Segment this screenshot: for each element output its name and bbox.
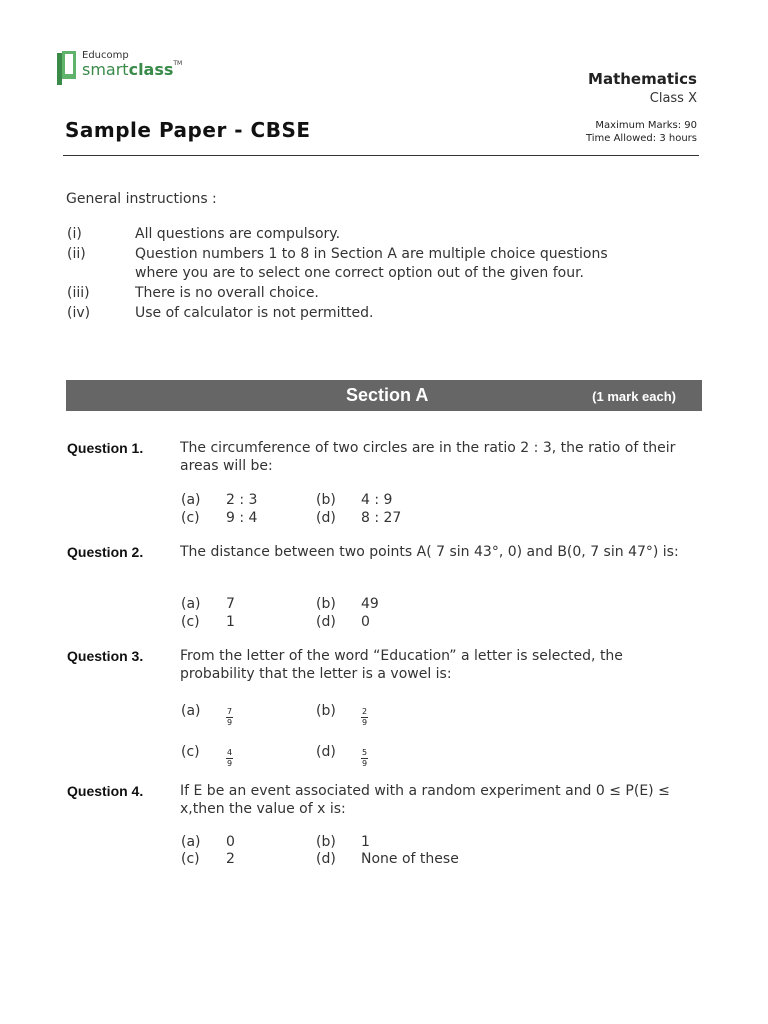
class-name: Class X: [649, 91, 697, 106]
instruction-number: (iv): [67, 305, 91, 321]
option-value: 4 : 9: [361, 492, 393, 508]
logo-brand-name: smartclass™: [82, 60, 183, 79]
option-value: 7: [226, 596, 235, 612]
section-a-header: [66, 380, 702, 411]
instruction-text: There is no overall choice.: [135, 285, 319, 301]
option-label: (a): [181, 596, 201, 612]
time-allowed: Time Allowed: 3 hours: [585, 133, 697, 144]
option-label: (b): [316, 834, 336, 850]
instruction-text: Question numbers 1 to 8 in Section A are multiple choice questions: [135, 246, 608, 262]
option-label: (b): [316, 596, 336, 612]
instruction-text: All questions are compulsory.: [135, 226, 341, 242]
option-value: 1: [226, 614, 235, 630]
option-label: (d): [316, 851, 336, 867]
question-label: Question 3.: [67, 648, 144, 664]
option-label: (c): [181, 614, 200, 630]
logo-brand-small: Educomp: [82, 50, 129, 61]
question-text: If E be an event associated with a random experiment and 0 ≤ P(E) ≤ x,then the value of x is:: [180, 783, 670, 817]
instructions-heading: General instructions :: [66, 191, 217, 207]
option-label: (d): [316, 510, 336, 526]
option-value: 9 : 4: [226, 510, 258, 526]
option-label: (c): [181, 510, 200, 526]
section-marks-note: (1 mark each): [592, 389, 676, 404]
option-value: 0: [361, 614, 370, 630]
option-label: (d): [316, 744, 336, 760]
option-label: (c): [181, 851, 200, 867]
page-title: Sample Paper - CBSE: [65, 118, 311, 142]
instruction-text: where you are to select one correct option out of the given four.: [135, 265, 584, 281]
question-text: The circumference of two circles are in the ratio 2 : 3, the ratio of their areas will be:: [180, 440, 676, 474]
section-title: Section A: [346, 385, 429, 405]
option-value: 8 : 27: [361, 510, 402, 526]
option-label: (b): [316, 492, 336, 508]
question-label: Question 2.: [67, 544, 144, 560]
option-value: 49: [361, 596, 379, 612]
fraction-option-value: $\frac{5}{9}$: [362, 748, 368, 768]
option-value: None of these: [361, 851, 459, 867]
question-text: From the letter of the word “Education” a letter is selected, the probability that the letter is a vowel is:: [180, 648, 623, 682]
fraction-option-value: $\frac{4}{9}$: [227, 748, 233, 768]
subject-name: Mathematics: [588, 70, 697, 88]
fraction-option-value: $\frac{2}{9}$: [362, 707, 368, 727]
question-label: Question 4.: [67, 783, 144, 799]
header-divider: [63, 155, 699, 156]
option-label: (c): [181, 744, 200, 760]
option-label: (a): [181, 492, 201, 508]
instruction-text: Use of calculator is not permitted.: [135, 305, 374, 321]
option-label: (a): [181, 703, 201, 719]
instruction-number: (iii): [67, 285, 90, 301]
option-value: 2 : 3: [226, 492, 258, 508]
instruction-number: (ii): [67, 246, 86, 262]
book-logo-icon: [56, 50, 78, 86]
option-value: 2: [226, 851, 235, 867]
option-label: (a): [181, 834, 201, 850]
instruction-number: (i): [67, 226, 82, 242]
question-text: The distance between two points A( 7 sin 43°, 0) and B(0, 7 sin 47°) is:: [180, 544, 679, 560]
option-label: (b): [316, 703, 336, 719]
educomp-smartclass-logo: [56, 50, 183, 90]
option-value: 1: [361, 834, 370, 850]
option-value: 0: [226, 834, 235, 850]
maximum-marks: Maximum Marks: 90: [595, 120, 697, 131]
fraction-option-value: $\frac{7}{9}$: [227, 707, 233, 727]
question-label: Question 1.: [67, 440, 144, 456]
option-label: (d): [316, 614, 336, 630]
